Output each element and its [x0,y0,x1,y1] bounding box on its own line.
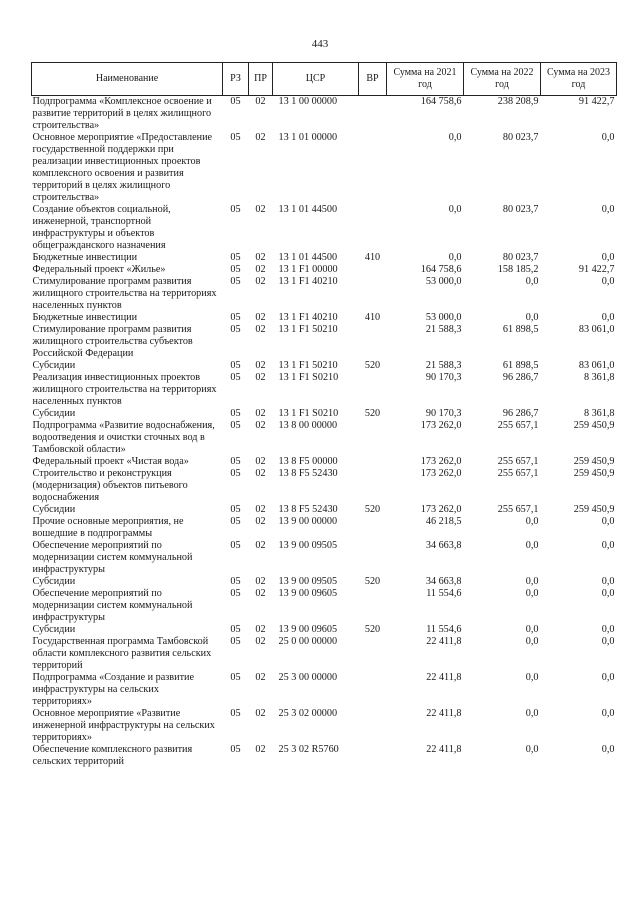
table-row [32,588,617,624]
header-pr: ПР [249,63,273,96]
row-sum-2023: 0,0 [601,708,615,719]
row-sum-2021: 173 262,0 [420,468,462,479]
table-row [32,408,617,420]
row-sum-2022: 0,0 [525,276,539,287]
row-vr [359,372,387,408]
row-sum-2021: 53 000,0 [425,312,462,323]
row-name: Строительство и реконструкция (модернизация) объектов питьевого водоснабжения [32,468,188,503]
row-pr: 02 [255,276,266,287]
row-csr: 13 8 F5 52430 [278,504,338,515]
row-sum-2022: 0,0 [525,516,539,527]
row-pr: 02 [255,456,266,467]
row-rz: 05 [230,504,241,515]
header-sum-2022: Сумма на 2022 год [464,63,541,96]
row-pr: 02 [255,624,266,635]
row-name: Обеспечение мероприятий по модернизации систем коммунальной инфраструктуры [32,588,193,623]
row-sum-2021: 11 554,6 [426,588,462,599]
header-name: Наименование [32,63,223,96]
row-sum-2021: 21 588,3 [425,360,462,371]
row-name: Субсидии [32,504,76,515]
row-sum-2022: 255 657,1 [497,468,539,479]
row-csr: 13 1 F1 40210 [278,276,338,287]
row-sum-2022: 0,0 [525,624,539,635]
header-vr: ВР [359,63,387,96]
row-name: Субсидии [32,576,76,587]
row-sum-2021: 0,0 [448,132,462,143]
row-sum-2021: 22 411,8 [426,744,462,755]
row-pr: 02 [255,708,266,719]
row-sum-2023: 0,0 [601,252,615,263]
table-row [32,276,617,312]
row-pr: 02 [255,468,266,479]
row-sum-2023: 8 361,8 [583,372,615,383]
row-rz: 05 [230,132,241,143]
row-pr: 02 [255,744,266,755]
row-vr [359,744,387,768]
table-row [32,576,617,588]
row-vr [359,456,387,468]
table-row [32,252,617,264]
row-rz: 05 [230,360,241,371]
row-sum-2022: 0,0 [525,744,539,755]
row-name: Подпрограмма «Развитие водоснабжения, водоотведения и очистки сточных вод в Тамбовской области» [32,420,215,455]
row-sum-2021: 34 663,8 [425,540,462,551]
row-csr: 13 8 F5 00000 [278,456,338,467]
table-row [32,264,617,276]
row-pr: 02 [255,132,266,143]
header-rz: РЗ [223,63,249,96]
row-name: Подпрограмма «Комплексное освоение и развитие территорий в целях жилищного строительства» [32,96,212,131]
row-rz: 05 [230,252,241,263]
row-sum-2022: 96 286,7 [502,372,539,383]
row-pr: 02 [255,672,266,683]
row-name: Реализация инвестиционных проектов жилищного строительства на территориях населенных пунктов [32,372,217,407]
row-name: Подпрограмма «Создание и развитие инфраструктуры на сельских территориях» [32,672,194,707]
row-vr: 520 [364,504,381,515]
row-pr: 02 [255,252,266,263]
row-pr: 02 [255,516,266,527]
row-rz: 05 [230,576,241,587]
row-csr: 13 1 F1 S0210 [278,372,339,383]
row-rz: 05 [230,672,241,683]
row-vr: 410 [364,252,381,263]
row-name: Создание объектов социальной, инженерной, транспортной инфраструктуры и объектов общегражданского назначения [32,204,171,251]
table-body [32,96,617,769]
row-sum-2021: 0,0 [448,252,462,263]
row-sum-2021: 22 411,8 [426,672,462,683]
row-sum-2022: 80 023,7 [502,132,539,143]
row-rz: 05 [230,96,241,107]
row-csr: 25 3 02 R5760 [278,744,339,755]
row-vr [359,540,387,576]
row-csr: 13 9 00 09605 [278,588,338,599]
row-vr [359,636,387,672]
table-row [32,744,617,768]
row-name: Обеспечение комплексного развития сельских территорий [32,744,193,767]
row-vr: 410 [364,312,381,323]
row-name: Стимулирование программ развития жилищного строительства на территориях населенных пунктов [32,276,217,311]
row-sum-2022: 0,0 [525,312,539,323]
row-sum-2022: 0,0 [525,672,539,683]
table-row [32,672,617,708]
row-sum-2023: 0,0 [601,276,615,287]
row-pr: 02 [255,324,266,335]
row-sum-2023: 0,0 [601,576,615,587]
table-header-row [32,63,617,96]
row-pr: 02 [255,540,266,551]
row-csr: 25 3 00 00000 [278,672,338,683]
row-csr: 13 8 F5 52430 [278,468,338,479]
row-sum-2021: 34 663,8 [425,576,462,587]
row-rz: 05 [230,624,241,635]
row-csr: 13 1 F1 S0210 [278,408,339,419]
row-vr [359,132,387,204]
row-rz: 05 [230,516,241,527]
row-vr [359,468,387,504]
row-sum-2023: 259 450,9 [573,456,615,467]
row-rz: 05 [230,636,241,647]
row-sum-2023: 91 422,7 [578,96,615,107]
row-sum-2021: 11 554,6 [426,624,462,635]
row-vr: 520 [364,576,381,587]
row-sum-2022: 0,0 [525,588,539,599]
row-sum-2021: 164 758,6 [420,264,462,275]
row-sum-2023: 8 361,8 [583,408,615,419]
table-row [32,204,617,252]
table-row [32,360,617,372]
row-csr: 13 9 00 00000 [278,516,338,527]
row-sum-2022: 80 023,7 [502,204,539,215]
row-sum-2022: 61 898,5 [502,360,539,371]
row-sum-2021: 53 000,0 [425,276,462,287]
row-sum-2021: 90 170,3 [425,372,462,383]
row-name: Субсидии [32,408,76,419]
row-vr [359,588,387,624]
row-csr: 13 1 00 00000 [278,96,338,107]
row-rz: 05 [230,744,241,755]
row-pr: 02 [255,576,266,587]
row-rz: 05 [230,276,241,287]
row-vr [359,204,387,252]
row-sum-2021: 46 218,5 [425,516,462,527]
row-sum-2021: 0,0 [448,204,462,215]
row-csr: 13 8 00 00000 [278,420,338,431]
row-sum-2022: 158 185,2 [497,264,539,275]
row-sum-2021: 173 262,0 [420,504,462,515]
row-sum-2021: 90 170,3 [425,408,462,419]
page-number: 443 [311,38,329,50]
row-name: Обеспечение мероприятий по модернизации систем коммунальной инфраструктуры [32,540,193,575]
row-sum-2021: 21 588,3 [425,324,462,335]
row-sum-2023: 0,0 [601,744,615,755]
table-row [32,312,617,324]
row-name: Федеральный проект «Чистая вода» [32,456,189,467]
row-pr: 02 [255,588,266,599]
row-sum-2022: 80 023,7 [502,252,539,263]
row-pr: 02 [255,636,266,647]
row-sum-2022: 255 657,1 [497,504,539,515]
row-rz: 05 [230,372,241,383]
row-sum-2023: 0,0 [601,672,615,683]
row-csr: 13 9 00 09505 [278,576,338,587]
row-vr [359,324,387,360]
row-sum-2023: 0,0 [601,624,615,635]
row-sum-2022: 255 657,1 [497,456,539,467]
row-vr [359,672,387,708]
header-csr: ЦСР [273,63,359,96]
row-rz: 05 [230,588,241,599]
row-sum-2021: 22 411,8 [426,636,462,647]
row-csr: 13 1 01 44500 [278,204,338,215]
row-pr: 02 [255,408,266,419]
row-csr: 25 0 00 00000 [278,636,338,647]
row-rz: 05 [230,540,241,551]
row-rz: 05 [230,264,241,275]
row-vr: 520 [364,360,381,371]
row-sum-2023: 0,0 [601,312,615,323]
row-vr: 520 [364,624,381,635]
row-vr [359,96,387,133]
row-pr: 02 [255,420,266,431]
row-sum-2023: 259 450,9 [573,504,615,515]
row-rz: 05 [230,456,241,467]
row-sum-2023: 0,0 [601,636,615,647]
table-row [32,96,617,133]
row-csr: 13 1 F1 50210 [278,324,338,335]
row-sum-2023: 259 450,9 [573,420,615,431]
row-sum-2022: 255 657,1 [497,420,539,431]
row-csr: 13 1 F1 50210 [278,360,338,371]
row-sum-2021: 164 758,6 [420,96,462,107]
row-rz: 05 [230,420,241,431]
table-row [32,456,617,468]
row-rz: 05 [230,408,241,419]
row-sum-2022: 61 898,5 [502,324,539,335]
row-sum-2021: 173 262,0 [420,456,462,467]
row-sum-2021: 22 411,8 [426,708,462,719]
row-name: Государственная программа Тамбовской области комплексного развития сельских территорий [32,636,212,671]
row-sum-2023: 0,0 [601,588,615,599]
row-name: Бюджетные инвестиции [32,312,138,323]
row-csr: 13 1 01 44500 [278,252,338,263]
row-rz: 05 [230,324,241,335]
row-csr: 13 1 01 00000 [278,132,338,143]
row-sum-2022: 0,0 [525,708,539,719]
row-vr [359,420,387,456]
row-pr: 02 [255,504,266,515]
row-name: Субсидии [32,360,76,371]
table-row [32,468,617,504]
row-sum-2023: 259 450,9 [573,468,615,479]
row-pr: 02 [255,204,266,215]
row-sum-2023: 0,0 [601,132,615,143]
row-rz: 05 [230,468,241,479]
row-pr: 02 [255,312,266,323]
row-name: Прочие основные мероприятия, не вошедшие в подпрограммы [32,516,184,539]
row-sum-2023: 0,0 [601,516,615,527]
row-sum-2023: 83 061,0 [578,324,615,335]
row-name: Основное мероприятие «Предоставление государственной поддержки при реализации инвестиционных проектов комплексного освоения и развития территорий в целях жилищного строительства» [32,132,213,203]
row-csr: 13 1 F1 40210 [278,312,338,323]
table-row [32,132,617,204]
budget-table [31,62,617,768]
row-name: Стимулирование программ развития жилищного строительства субъектов Российской Федерации [32,324,193,359]
row-pr: 02 [255,264,266,275]
row-name: Основное мероприятие «Развитие инженерной инфраструктуры на сельских территориях» [32,708,215,743]
row-rz: 05 [230,312,241,323]
row-vr: 520 [364,408,381,419]
header-sum-2021: Сумма на 2021 год [387,63,464,96]
row-vr [359,708,387,744]
row-name: Федеральный проект «Жилье» [32,264,166,275]
row-vr [359,264,387,276]
row-vr [359,276,387,312]
table-row [32,708,617,744]
row-sum-2023: 0,0 [601,204,615,215]
row-pr: 02 [255,96,266,107]
row-csr: 13 1 F1 00000 [278,264,338,275]
row-name: Бюджетные инвестиции [32,252,138,263]
row-pr: 02 [255,360,266,371]
row-rz: 05 [230,204,241,215]
row-sum-2022: 0,0 [525,636,539,647]
row-sum-2022: 0,0 [525,540,539,551]
table-row [32,372,617,408]
row-name: Субсидии [32,624,76,635]
row-sum-2022: 96 286,7 [502,408,539,419]
table-row [32,636,617,672]
row-sum-2023: 91 422,7 [578,264,615,275]
row-csr: 25 3 02 00000 [278,708,338,719]
row-sum-2023: 0,0 [601,540,615,551]
row-pr: 02 [255,372,266,383]
row-sum-2023: 83 061,0 [578,360,615,371]
row-rz: 05 [230,708,241,719]
table-row [32,504,617,516]
row-sum-2022: 238 208,9 [497,96,539,107]
row-sum-2021: 173 262,0 [420,420,462,431]
row-sum-2022: 0,0 [525,576,539,587]
header-sum-2023: Сумма на 2023 год [541,63,617,96]
table-row [32,324,617,360]
table-row [32,540,617,576]
table-row [32,420,617,456]
row-csr: 13 9 00 09505 [278,540,338,551]
table-row [32,516,617,540]
row-vr [359,516,387,540]
table-row [32,624,617,636]
row-csr: 13 9 00 09605 [278,624,338,635]
